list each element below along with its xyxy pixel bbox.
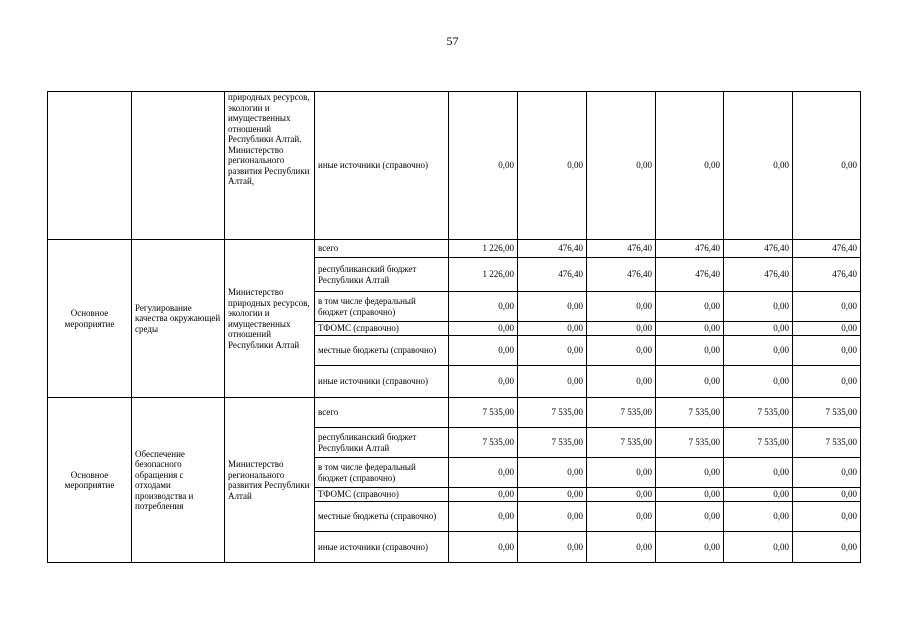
funding-source-cell: местные бюджеты (справочно) — [315, 336, 449, 366]
amount-cell: 0,00 — [724, 366, 793, 398]
executor-cell: природных ресурсов, экологии и имущественных отношений Республики Алтай. Министерство регионального развития Республики Алтай, — [225, 92, 315, 240]
amount-cell: 0,00 — [449, 532, 518, 563]
executor-cell: Министерство регионального развития Республики Алтай — [225, 398, 315, 563]
amount-cell: 0,00 — [449, 502, 518, 532]
amount-cell: 0,00 — [656, 336, 724, 366]
amount-cell: 0,00 — [449, 292, 518, 322]
amount-cell: 7 535,00 — [793, 398, 861, 428]
amount-cell: 7 535,00 — [656, 398, 724, 428]
amount-cell: 476,40 — [793, 240, 861, 258]
funding-source-cell: в том числе федеральный бюджет (справочно) — [315, 292, 449, 322]
amount-cell: 0,00 — [449, 458, 518, 488]
amount-cell: 0,00 — [449, 92, 518, 240]
amount-cell: 476,40 — [656, 240, 724, 258]
amount-cell: 0,00 — [793, 336, 861, 366]
activity-name-cell: Регулирование качества окружающей среды — [132, 240, 225, 398]
amount-cell: 476,40 — [587, 240, 656, 258]
amount-cell: 7 535,00 — [449, 398, 518, 428]
amount-cell: 0,00 — [587, 322, 656, 336]
activity-type-cell: Основное мероприятие — [48, 240, 132, 398]
amount-cell: 7 535,00 — [587, 398, 656, 428]
amount-cell: 0,00 — [793, 502, 861, 532]
funding-source-cell: местные бюджеты (справочно) — [315, 502, 449, 532]
amount-cell: 0,00 — [793, 322, 861, 336]
activity-name-cell: Обеспечение безопасного обращения с отходами производства и потребления — [132, 398, 225, 563]
table-row — [48, 240, 861, 258]
amount-cell: 0,00 — [656, 502, 724, 532]
amount-cell: 0,00 — [724, 458, 793, 488]
activity-type-cell — [48, 92, 132, 240]
amount-cell: 0,00 — [587, 336, 656, 366]
amount-cell: 0,00 — [724, 488, 793, 502]
amount-cell: 0,00 — [518, 502, 587, 532]
amount-cell: 7 535,00 — [518, 398, 587, 428]
amount-cell: 0,00 — [587, 292, 656, 322]
amount-cell: 476,40 — [724, 258, 793, 292]
amount-cell: 0,00 — [656, 92, 724, 240]
amount-cell: 7 535,00 — [449, 428, 518, 458]
amount-cell: 0,00 — [518, 292, 587, 322]
amount-cell: 0,00 — [793, 488, 861, 502]
funding-source-cell: республиканский бюджет Республики Алтай — [315, 258, 449, 292]
amount-cell: 0,00 — [518, 458, 587, 488]
amount-cell: 0,00 — [449, 488, 518, 502]
executor-cell: Министерство природных ресурсов, экологии и имущественных отношений Республики Алтай — [225, 240, 315, 398]
amount-cell: 7 535,00 — [724, 428, 793, 458]
amount-cell: 0,00 — [724, 92, 793, 240]
amount-cell: 0,00 — [656, 366, 724, 398]
funding-source-cell: всего — [315, 398, 449, 428]
funding-source-cell: всего — [315, 240, 449, 258]
amount-cell: 0,00 — [793, 92, 861, 240]
amount-cell: 0,00 — [518, 532, 587, 563]
funding-source-cell: республиканский бюджет Республики Алтай — [315, 428, 449, 458]
amount-cell: 476,40 — [518, 258, 587, 292]
amount-cell: 0,00 — [793, 292, 861, 322]
amount-cell: 0,00 — [518, 366, 587, 398]
amount-cell: 0,00 — [587, 458, 656, 488]
amount-cell: 0,00 — [449, 336, 518, 366]
amount-cell: 0,00 — [793, 532, 861, 563]
amount-cell: 7 535,00 — [518, 428, 587, 458]
funding-source-cell: иные источники (справочно) — [315, 366, 449, 398]
amount-cell: 476,40 — [724, 240, 793, 258]
funding-source-cell: иные источники (справочно) — [315, 92, 449, 240]
amount-cell: 7 535,00 — [724, 398, 793, 428]
amount-cell: 0,00 — [587, 366, 656, 398]
financing-table — [47, 91, 861, 563]
amount-cell: 0,00 — [793, 366, 861, 398]
amount-cell: 0,00 — [656, 488, 724, 502]
amount-cell: 0,00 — [449, 366, 518, 398]
amount-cell: 476,40 — [518, 240, 587, 258]
amount-cell: 0,00 — [656, 532, 724, 563]
amount-cell: 0,00 — [724, 322, 793, 336]
amount-cell: 476,40 — [656, 258, 724, 292]
amount-cell: 476,40 — [587, 258, 656, 292]
amount-cell: 0,00 — [587, 488, 656, 502]
table-row — [48, 92, 861, 240]
amount-cell: 1 226,00 — [449, 258, 518, 292]
amount-cell: 0,00 — [518, 488, 587, 502]
amount-cell: 0,00 — [449, 322, 518, 336]
amount-cell: 0,00 — [656, 458, 724, 488]
page-number: 57 — [446, 34, 459, 48]
funding-source-cell: ТФОМС (справочно) — [315, 488, 449, 502]
amount-cell: 0,00 — [724, 502, 793, 532]
funding-source-cell: в том числе федеральный бюджет (справочно) — [315, 458, 449, 488]
amount-cell: 7 535,00 — [793, 428, 861, 458]
amount-cell: 7 535,00 — [587, 428, 656, 458]
amount-cell: 0,00 — [724, 532, 793, 563]
amount-cell: 0,00 — [518, 92, 587, 240]
amount-cell: 0,00 — [724, 336, 793, 366]
amount-cell: 7 535,00 — [656, 428, 724, 458]
activity-name-cell — [132, 92, 225, 240]
funding-source-cell: иные источники (справочно) — [315, 532, 449, 563]
amount-cell: 0,00 — [587, 92, 656, 240]
amount-cell: 1 226,00 — [449, 240, 518, 258]
amount-cell: 0,00 — [656, 292, 724, 322]
table-row — [48, 398, 861, 428]
amount-cell: 0,00 — [724, 292, 793, 322]
activity-type-cell: Основное мероприятие — [48, 398, 132, 563]
amount-cell: 0,00 — [518, 336, 587, 366]
amount-cell: 0,00 — [587, 502, 656, 532]
amount-cell: 0,00 — [793, 458, 861, 488]
funding-source-cell: ТФОМС (справочно) — [315, 322, 449, 336]
amount-cell: 0,00 — [656, 322, 724, 336]
amount-cell: 476,40 — [793, 258, 861, 292]
amount-cell: 0,00 — [587, 532, 656, 563]
amount-cell: 0,00 — [518, 322, 587, 336]
